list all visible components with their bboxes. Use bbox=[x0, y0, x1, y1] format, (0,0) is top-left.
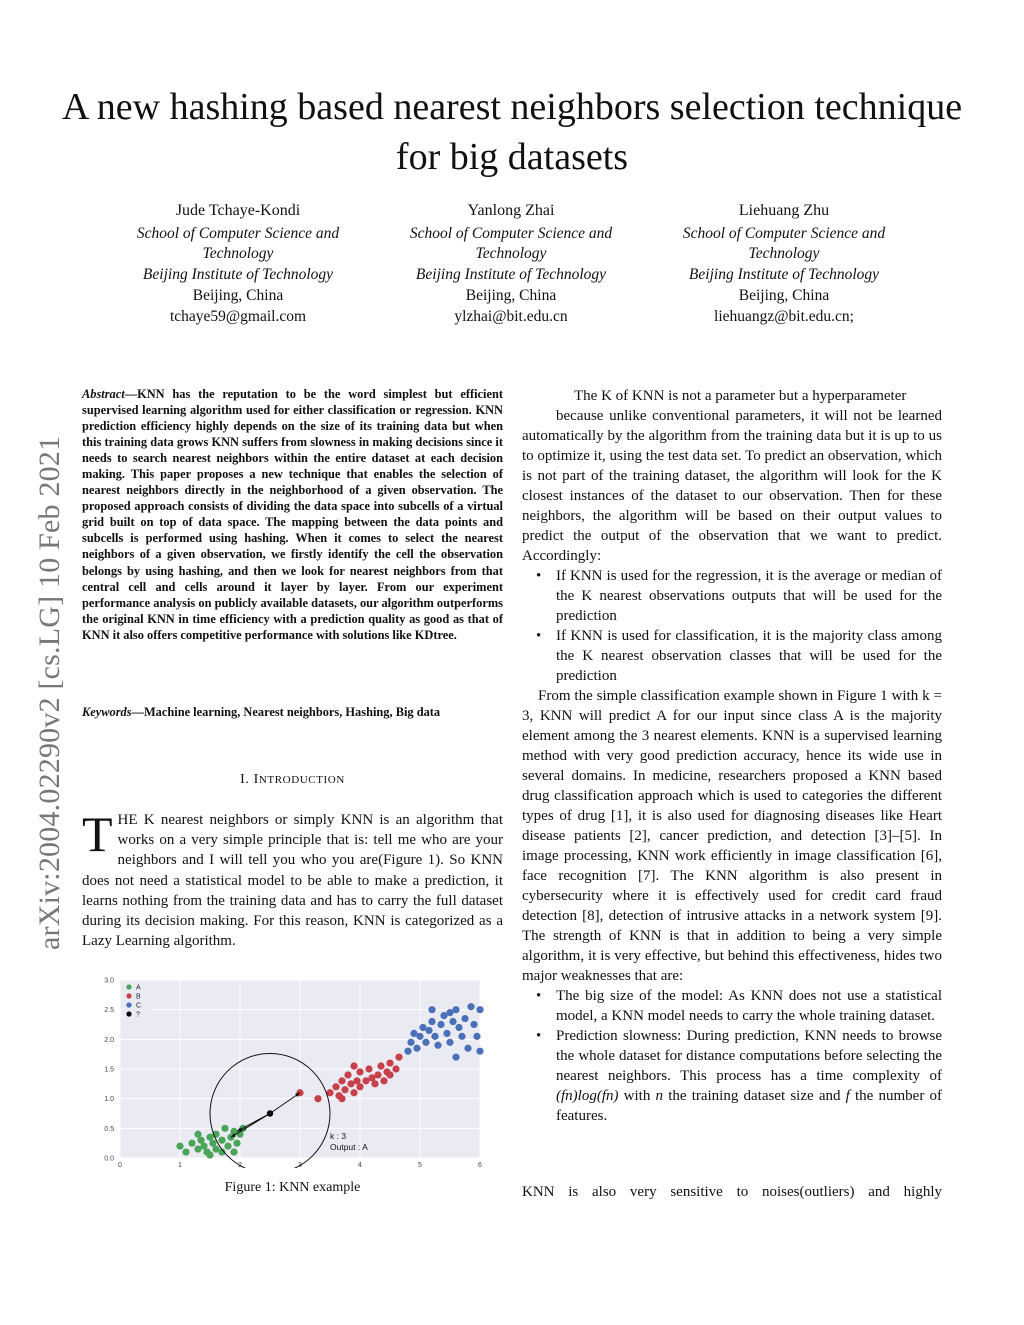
author-school-cont: Technology bbox=[202, 245, 274, 263]
figure-caption: Figure 1: KNN example bbox=[224, 1180, 361, 1195]
data-point-C bbox=[476, 1006, 483, 1013]
data-point-C bbox=[434, 1042, 441, 1049]
data-point-B bbox=[344, 1071, 351, 1078]
data-point-B bbox=[341, 1086, 348, 1093]
data-point-C bbox=[413, 1045, 420, 1052]
data-point-B bbox=[350, 1089, 357, 1096]
chart-plot bbox=[104, 978, 483, 1169]
author-institute: Beijing Institute of Technology bbox=[415, 266, 607, 284]
data-point-C bbox=[437, 1021, 444, 1028]
author-city: Beijing, China bbox=[738, 286, 830, 304]
section-title-initial: I bbox=[253, 772, 259, 787]
data-point-A bbox=[188, 1140, 195, 1147]
legend-marker-query bbox=[126, 1011, 131, 1016]
data-point-B bbox=[314, 1095, 321, 1102]
author-3 bbox=[634, 201, 934, 327]
data-point-C bbox=[464, 1045, 471, 1052]
x-tick-label: 5 bbox=[418, 1162, 422, 1168]
math-n: n bbox=[655, 1088, 664, 1104]
legend-marker-B bbox=[126, 993, 131, 998]
data-point-C bbox=[473, 1033, 480, 1040]
bullet-text: the number of features. bbox=[556, 1088, 943, 1124]
math-complexity: (fn)log(fn) bbox=[556, 1088, 619, 1104]
data-point-B bbox=[332, 1083, 339, 1090]
data-point-C bbox=[431, 1033, 438, 1040]
y-tick-label: 1.5 bbox=[104, 1066, 114, 1074]
keywords-dash: — bbox=[131, 705, 144, 719]
x-tick-label: 3 bbox=[298, 1162, 302, 1168]
section-heading bbox=[82, 772, 503, 788]
data-point-A bbox=[194, 1131, 201, 1138]
data-point-C bbox=[452, 1054, 459, 1061]
data-point-C bbox=[455, 1024, 462, 1031]
data-point-B bbox=[380, 1077, 387, 1084]
data-point-C bbox=[449, 1018, 456, 1025]
legend-label: A bbox=[136, 984, 141, 992]
data-point-C bbox=[446, 1039, 453, 1046]
data-point-B bbox=[371, 1080, 378, 1087]
data-point-C bbox=[425, 1027, 432, 1034]
author-school-cont: Technology bbox=[748, 245, 820, 263]
legend-label: ? bbox=[136, 1011, 140, 1019]
last-line: KNN is also very sensitive to noises(outliers) and highly bbox=[522, 1184, 942, 1200]
bullet-text: with bbox=[618, 1088, 656, 1104]
data-point-C bbox=[443, 1030, 450, 1037]
author-name: Liehuang Zhu bbox=[738, 202, 830, 219]
legend-label: B bbox=[136, 993, 141, 1001]
author-school: School of Computer Science and bbox=[409, 224, 613, 242]
data-point-C bbox=[446, 1009, 453, 1016]
author-school: School of Computer Science and bbox=[136, 224, 340, 242]
author-email: ylzhai@bit.edu.cn bbox=[454, 307, 568, 325]
author-1 bbox=[88, 201, 388, 327]
author-institute: Beijing Institute of Technology bbox=[688, 266, 880, 284]
author-city: Beijing, China bbox=[465, 286, 557, 304]
data-point-B bbox=[386, 1071, 393, 1078]
section-number: I. bbox=[240, 772, 250, 787]
annotation-text: Output : A bbox=[330, 1142, 368, 1153]
bullet-list-1 bbox=[522, 566, 942, 686]
data-point-C bbox=[422, 1039, 429, 1046]
knn-figure bbox=[88, 968, 488, 1168]
y-tick-label: 2.5 bbox=[104, 1007, 114, 1015]
y-tick-label: 0.5 bbox=[104, 1125, 114, 1133]
abstract-dash: — bbox=[124, 387, 138, 401]
data-point-B bbox=[374, 1071, 381, 1078]
data-point-B bbox=[338, 1095, 345, 1102]
paragraph-1-rest-text: because unlike conventional parameters, it will not be learned automatically by the algorithm from the training data but it is up to us to optimize it, using the test data set. To predict an observation, which is not part of the training dataset, the algorithm will look for the K closest instances of the dataset to our observation. Then for these neighbors, the algorithm will be based on their output values to predict the output of the observation that we want to predict. Accordingly: bbox=[522, 408, 942, 564]
author-email: tchaye59@gmail.com bbox=[169, 307, 307, 325]
data-point-B bbox=[365, 1065, 372, 1072]
data-point-C bbox=[416, 1033, 423, 1040]
data-point-C bbox=[407, 1039, 414, 1046]
right-column bbox=[522, 386, 942, 1126]
x-tick-label: 2 bbox=[238, 1162, 242, 1168]
data-point-C bbox=[404, 1048, 411, 1055]
paper-title: A new hashing based nearest neighbors selection technique for big datasets bbox=[61, 86, 963, 178]
paragraph-2: From the simple classification example shown in Figure 1 with k = 3, KNN will predict A for our input since class A is the majority element among the 3 nearest elements. KNN is a supervised learning method with very good prediction accuracy, hence its wide use in several domains. In medicine, researchers proposed a KNN based drug classification approach which is used to categories the different types of drug [1], it is also used for diagnosing diseases like Heart disease patients [2], cancer prediction, and detection [3]–[5]. In image processing, KNN work efficiently in image classification [6], face recognition [7]. The KNN algorithm is also present in cybersecurity where it is effectively used for credit card fraud detection [8], detection of intrusive attacks in a network system [9]. The strength of KNN is that in addition to being a very simple algorithm, it is very effective, but behind this effectiveness, hides two major weaknesses that are: bbox=[522, 688, 942, 984]
data-point-C bbox=[458, 1033, 465, 1040]
x-tick-label: 6 bbox=[478, 1162, 482, 1168]
author-name: Yanlong Zhai bbox=[467, 202, 555, 219]
data-point-A bbox=[218, 1137, 225, 1144]
data-point-A bbox=[230, 1148, 237, 1155]
intro-paragraph bbox=[82, 806, 503, 951]
abstract bbox=[82, 386, 503, 643]
list-item: • The big size of the model: As KNN does not use a statistical model, a KNN model needs to carry the whole training dataset. bbox=[522, 986, 942, 1026]
paragraph-1-rest bbox=[522, 406, 942, 566]
dropcap: T bbox=[82, 806, 113, 862]
data-point-C bbox=[470, 1021, 477, 1028]
y-tick-label: 3.0 bbox=[104, 977, 114, 985]
bullet-text: Prediction slowness: During prediction, KNN needs to browse the whole dataset for distance computations before selecting the nearest neighbors. This process has a time complexity of bbox=[556, 1028, 942, 1084]
abstract-label: Abstract bbox=[82, 387, 125, 401]
data-point-C bbox=[428, 1018, 435, 1025]
intro-text: K nearest neighbors or simply KNN is an algorithm that works on a very simple principle that is: tell me who are your neighbors and I will tell you who you are(Figure 1). So KNN does not need a statistical model to be able to make a prediction, it learns nothing from the training data and has to carry the full dataset during its decision making. For this reason, KNN is categorized as a Lazy Learning algorithm. bbox=[82, 812, 503, 950]
data-point-A bbox=[206, 1151, 213, 1158]
bullet-list-2 bbox=[522, 986, 942, 1126]
author-institute: Beijing Institute of Technology bbox=[142, 266, 334, 284]
data-point-B bbox=[395, 1054, 402, 1061]
legend-marker-C bbox=[126, 1002, 131, 1007]
author-name: Jude Tchaye-Kondi bbox=[175, 202, 301, 219]
intro-first-word: HE bbox=[117, 812, 138, 828]
y-tick-label: 1.0 bbox=[104, 1096, 114, 1104]
abstract-text: KNN has the reputation to be the word simplest but efficient supervised learning algorithm used for either classification or regression. KNN prediction efficiency highly depends on the size of its training data but when this training data grows KNN suffers from slowness in making decisions since it needs to search nearest neighbors within the entire dataset at each decision making. This paper proposes a new technique that enables the selection of nearest neighbors directly in the neighborhood of a given observation. The proposed approach consists of dividing the data space into subcells of a virtual grid built on top of data space. The mapping between the data points and subcells is performed using hashing. When it comes to select the nearest neighbors of a given observation, we firstly identify the cell the observation belongs by using hashing, and then we look for nearest neighbors from that central cell and cells around it layer by layer. From our experiment performance analysis on publicly available datasets, our algorithm outperforms the original KNN in time efficiency with a prediction quality as good as that of KNN it also offers competitive performance with solutions like KDtree. bbox=[82, 387, 503, 642]
data-point-A bbox=[182, 1148, 189, 1155]
data-point-A bbox=[176, 1143, 183, 1150]
section-title-rest: NTRODUCTION bbox=[258, 774, 345, 786]
list-item: • If KNN is used for classification, it is the majority class among the K nearest observation classes that will be used for the prediction bbox=[522, 626, 942, 686]
data-point-C bbox=[428, 1006, 435, 1013]
list-item: • If KNN is used for the regression, it is the average or median of the K nearest observations outputs that will be used for the prediction bbox=[522, 566, 942, 626]
data-point-C bbox=[467, 1003, 474, 1010]
author-school-cont: Technology bbox=[475, 245, 547, 263]
data-point-B bbox=[350, 1062, 357, 1069]
data-point-B bbox=[356, 1068, 363, 1075]
x-tick-label: 1 bbox=[178, 1162, 182, 1168]
math-f: f bbox=[845, 1088, 850, 1104]
data-point-B bbox=[377, 1062, 384, 1069]
data-point-B bbox=[386, 1059, 393, 1066]
list-item bbox=[522, 1026, 942, 1126]
legend-marker-A bbox=[126, 984, 131, 989]
data-point-C bbox=[461, 1015, 468, 1022]
paragraph-1-line1: The K of KNN is not a parameter but a hyperparameter bbox=[574, 388, 907, 404]
author-email: liehuangz@bit.edu.cn; bbox=[714, 307, 854, 325]
y-tick-label: 2.0 bbox=[104, 1036, 114, 1044]
keywords bbox=[82, 704, 503, 720]
data-point-B bbox=[338, 1077, 345, 1084]
bullet-text: the training dataset size and bbox=[663, 1088, 846, 1104]
y-tick-label: 0.0 bbox=[104, 1155, 114, 1163]
x-tick-label: 0 bbox=[118, 1162, 122, 1168]
keywords-text: Machine learning, Nearest neighbors, Hashing, Big data bbox=[143, 705, 441, 719]
author-2 bbox=[361, 201, 661, 327]
legend-label: C bbox=[136, 1002, 142, 1010]
data-point-B bbox=[392, 1065, 399, 1072]
data-point-A bbox=[233, 1140, 240, 1147]
data-point-A bbox=[221, 1125, 228, 1132]
arxiv-stamp: arXiv:2004.02290v2 [cs.LG] 10 Feb 2021 bbox=[33, 435, 66, 950]
data-point-B bbox=[356, 1083, 363, 1090]
data-point-C bbox=[476, 1048, 483, 1055]
annotation-text: k : 3 bbox=[330, 1131, 347, 1142]
data-point-A bbox=[224, 1143, 231, 1150]
x-tick-label: 4 bbox=[358, 1162, 362, 1168]
author-city: Beijing, China bbox=[192, 286, 284, 304]
keywords-label: Keywords bbox=[82, 705, 132, 719]
author-school: School of Computer Science and bbox=[682, 224, 886, 242]
